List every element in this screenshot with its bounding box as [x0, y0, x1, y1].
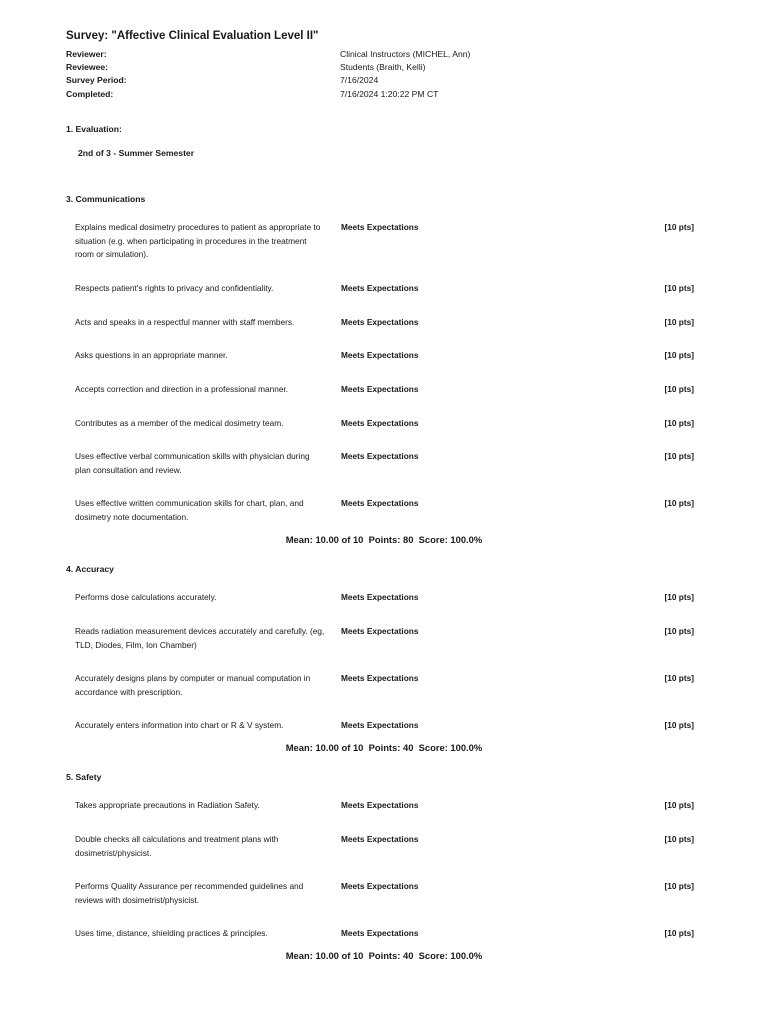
question-text: Performs dose calculations accurately.: [75, 592, 217, 602]
section-heading-safety: 5. Safety: [66, 772, 102, 782]
summary-points: Points: 80: [368, 534, 414, 545]
question-text: Double checks all calculations and treatment plans with dosimetrist/physicist.: [75, 834, 279, 858]
question-text: Reads radiation measurement devices accurately and carefully. (eg, TLD, Diodes, Film, Ion Chamber): [75, 626, 325, 650]
question-text: Uses effective written communication skills for chart, plan, and dosimetry note documentation.: [75, 498, 304, 522]
question-points: [10 pts]: [664, 834, 694, 844]
question-text: Accurately designs plans by computer or manual computation in accordance with prescription.: [75, 673, 311, 697]
question-rating: Meets Expectations: [341, 451, 419, 461]
question-points: [10 pts]: [664, 222, 694, 232]
section-summary: [0, 534, 768, 545]
evaluation-value: 2nd of 3 - Summer Semester: [78, 148, 195, 158]
question-rating: Meets Expectations: [341, 800, 419, 810]
question-text: Asks questions in an appropriate manner.: [75, 350, 228, 360]
question-text: Respects patient's rights to privacy and confidentiality.: [75, 283, 274, 293]
survey-period-value: 7/16/2024: [340, 75, 379, 85]
question-text: Accepts correction and direction in a professional manner.: [75, 384, 289, 394]
evaluation-heading: 1. Evaluation:: [66, 124, 122, 134]
question-rating: Meets Expectations: [341, 592, 419, 602]
question-rating: Meets Expectations: [341, 928, 419, 938]
question-text: Accurately enters information into chart or R & V system.: [75, 720, 284, 730]
question-points: [10 pts]: [664, 800, 694, 810]
question-points: [10 pts]: [664, 283, 694, 293]
question-points: [10 pts]: [664, 418, 694, 428]
question-text: Acts and speaks in a respectful manner with staff members.: [75, 317, 295, 327]
section-summary: [0, 950, 768, 961]
completed-label: Completed:: [66, 89, 114, 99]
section-heading-communications: 3. Communications: [66, 194, 146, 204]
question-points: [10 pts]: [664, 928, 694, 938]
summary-points: Points: 40: [368, 742, 414, 753]
completed-value: 7/16/2024 1:20:22 PM CT: [340, 89, 439, 99]
summary-mean: Mean: 10.00 of 10: [285, 534, 364, 545]
question-rating: Meets Expectations: [341, 673, 419, 683]
question-rating: Meets Expectations: [341, 626, 419, 636]
question-points: [10 pts]: [664, 498, 694, 508]
summary-score: Score: 100.0%: [418, 742, 483, 753]
question-rating: Meets Expectations: [341, 384, 419, 394]
question-points: [10 pts]: [664, 384, 694, 394]
question-text: Uses time, distance, shielding practices & principles.: [75, 928, 268, 938]
summary-mean: Mean: 10.00 of 10: [285, 950, 364, 961]
question-points: [10 pts]: [664, 592, 694, 602]
question-rating: Meets Expectations: [341, 222, 419, 232]
survey-period-label: Survey Period:: [66, 75, 127, 85]
question-rating: Meets Expectations: [341, 283, 419, 293]
question-text: Takes appropriate precautions in Radiation Safety.: [75, 800, 260, 810]
question-text: Performs Quality Assurance per recommended guidelines and reviews with dosimetrist/physicist.: [75, 881, 304, 905]
question-text: Explains medical dosimetry procedures to patient as appropriate to situation (e.g. when participating in procedures in the treatment room or simulation).: [75, 222, 321, 259]
section-heading-accuracy: 4. Accuracy: [66, 564, 114, 574]
question-rating: Meets Expectations: [341, 317, 419, 327]
question-rating: Meets Expectations: [341, 498, 419, 508]
question-rating: Meets Expectations: [341, 350, 419, 360]
survey-title: Survey: "Affective Clinical Evaluation Level II": [66, 30, 319, 42]
question-points: [10 pts]: [664, 720, 694, 730]
question-rating: Meets Expectations: [341, 881, 419, 891]
section-summary: [0, 742, 768, 753]
question-text: Uses effective verbal communication skills with physician during plan consultation and review.: [75, 451, 310, 475]
question-points: [10 pts]: [664, 626, 694, 636]
reviewer-value: Clinical Instructors (MICHEL, Ann): [340, 49, 471, 59]
question-points: [10 pts]: [664, 451, 694, 461]
summary-points: Points: 40: [368, 950, 414, 961]
reviewer-label: Reviewer:: [66, 49, 107, 59]
question-text: Contributes as a member of the medical dosimetry team.: [75, 418, 284, 428]
question-rating: Meets Expectations: [341, 720, 419, 730]
summary-mean: Mean: 10.00 of 10: [285, 742, 364, 753]
summary-score: Score: 100.0%: [418, 534, 483, 545]
question-rating: Meets Expectations: [341, 834, 419, 844]
question-points: [10 pts]: [664, 673, 694, 683]
summary-score: Score: 100.0%: [418, 950, 483, 961]
reviewee-value: Students (Braith, Kelli): [340, 62, 426, 72]
question-points: [10 pts]: [664, 317, 694, 327]
reviewee-label: Reviewee:: [66, 62, 109, 72]
question-points: [10 pts]: [664, 350, 694, 360]
question-rating: Meets Expectations: [341, 418, 419, 428]
question-points: [10 pts]: [664, 881, 694, 891]
